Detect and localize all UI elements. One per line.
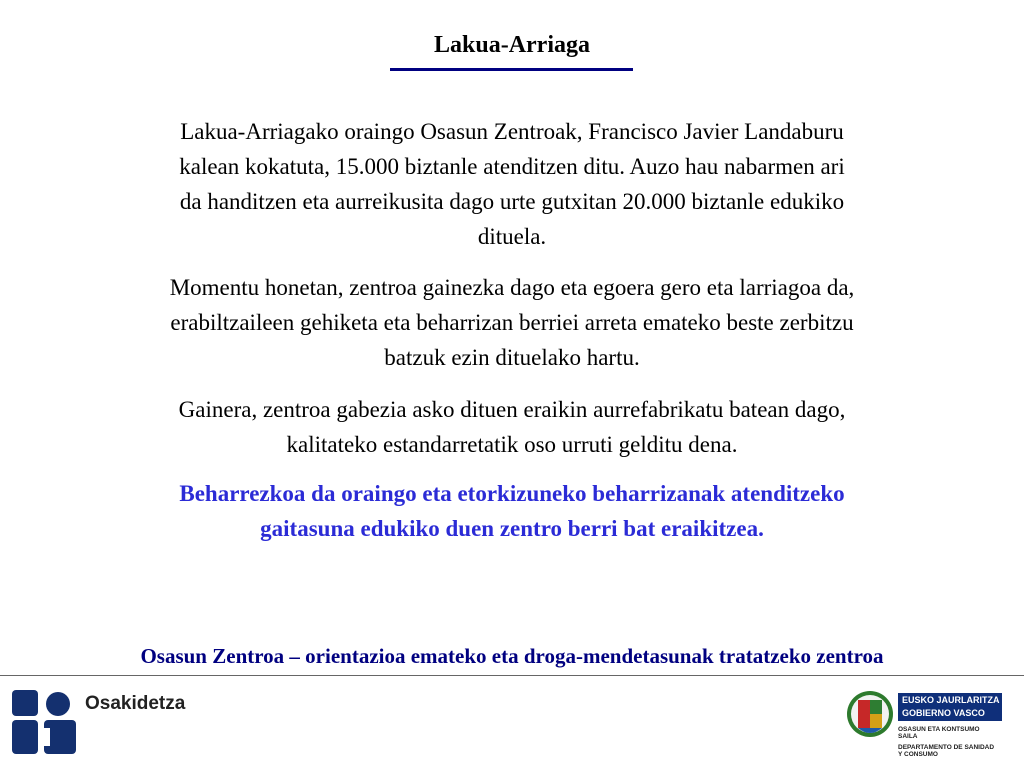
paragraph-line: kalean kokatuta, 15.000 biztanle atenditzen ditu. Auzo hau nabarmen ari [179, 154, 845, 179]
slide-subtitle: Osasun Zentroa – orientazioa emateko eta droga-mendetasunak tratatzeko zentroa [140, 644, 884, 668]
paragraph-line: Momentu honetan, zentroa gainezka dago eta egoera gero eta larriagoa da, [169, 275, 855, 300]
department-spanish [898, 744, 994, 758]
paragraph-2 [0, 270, 1024, 375]
paragraph-line: Lakua-Arriagako oraingo Osasun Zentroak, Francisco Javier Landaburu [180, 119, 844, 144]
paragraph-highlight [0, 476, 1024, 546]
paragraph-line: erabiltzaileen gehiketa eta beharrizan berriei arreta emateko beste zerbitzu [170, 310, 854, 335]
government-label [898, 693, 1002, 721]
paragraph-line: Beharrezkoa da oraingo eta etorkizuneko beharrizanak atenditzeko [179, 481, 845, 506]
department-line: Y CONSUMO [898, 751, 938, 758]
paragraph-line: gaitasuna edukiko duen zentro berri bat eraikitzea. [260, 516, 764, 541]
department-line: DEPARTAMENTO DE SANIDAD [898, 744, 995, 751]
government-label-es: GOBIERNO VASCO [902, 708, 985, 718]
paragraph-line: da handitzen eta aurreikusita dago urte gutxitan 20.000 biztanle edukiko [179, 189, 845, 214]
paragraph-line: Gainera, zentroa gabezia asko dituen eraikin aurrefabrikatu batean dago, [178, 397, 846, 422]
department-line: SAILA [898, 733, 918, 740]
footer-divider [0, 675, 1024, 676]
osakidetza-logo-icon [10, 690, 80, 756]
coat-of-arms-icon [846, 684, 894, 744]
paragraph-3 [0, 392, 1024, 462]
department-line: OSASUN ETA KONTSUMO [898, 726, 980, 733]
slide-title: Lakua-Arriaga [434, 32, 590, 58]
paragraph-1 [0, 114, 1024, 254]
paragraph-line: batzuk ezin dituelako hartu. [384, 345, 640, 370]
department-basque [898, 726, 980, 740]
paragraph-line: dituela. [477, 224, 547, 249]
government-label-eu: EUSKO JAURLARITZA [902, 695, 1000, 705]
brand-name: Osakidetza [85, 693, 186, 714]
paragraph-line: kalitateko estandarretatik oso urruti gelditu dena. [286, 432, 738, 457]
title-underline [390, 68, 633, 71]
